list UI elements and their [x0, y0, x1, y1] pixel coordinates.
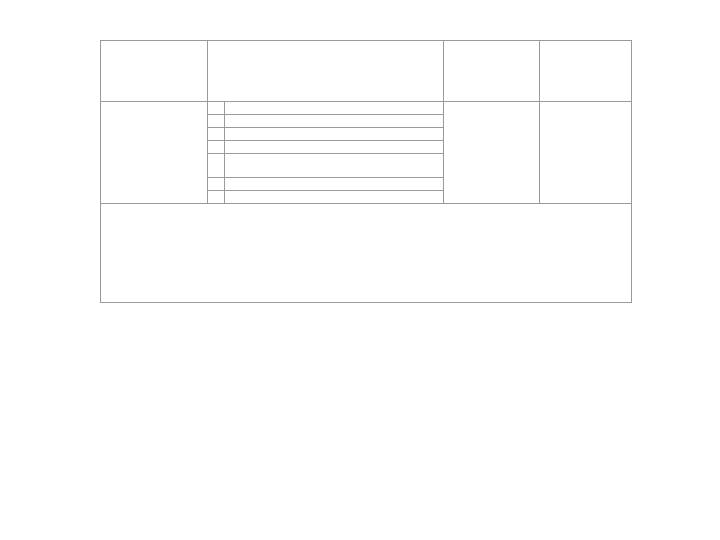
- behavior-number: [208, 154, 225, 178]
- notes-cell: [101, 204, 632, 303]
- behavior-text: [225, 115, 444, 128]
- header-row: [101, 41, 632, 102]
- behavior-text: [225, 141, 444, 154]
- notes-row: [101, 204, 632, 303]
- behavior-text: [225, 128, 444, 141]
- header-evaluation: [540, 41, 632, 102]
- behavior-text: [225, 154, 444, 178]
- goal-cell: [101, 102, 208, 204]
- behavior-number: [208, 191, 225, 204]
- behavior-number: [208, 115, 225, 128]
- evaluation-cell: [540, 102, 632, 204]
- unit-sidebar: [74, 40, 100, 232]
- behavior-text: [225, 102, 444, 115]
- behavior-text: [225, 191, 444, 204]
- behavior-number: [208, 141, 225, 154]
- behavior-row-1: [101, 102, 632, 115]
- notes-sidebar: [74, 214, 100, 314]
- methods-cell: [444, 102, 540, 204]
- behavior-number: [208, 102, 225, 115]
- behavior-number: [208, 128, 225, 141]
- header-behaviors: [208, 41, 444, 102]
- behavior-number: [208, 178, 225, 191]
- behavior-text: [225, 178, 444, 191]
- header-methods: [444, 41, 540, 102]
- plan-table: [100, 40, 632, 303]
- header-goal: [101, 41, 208, 102]
